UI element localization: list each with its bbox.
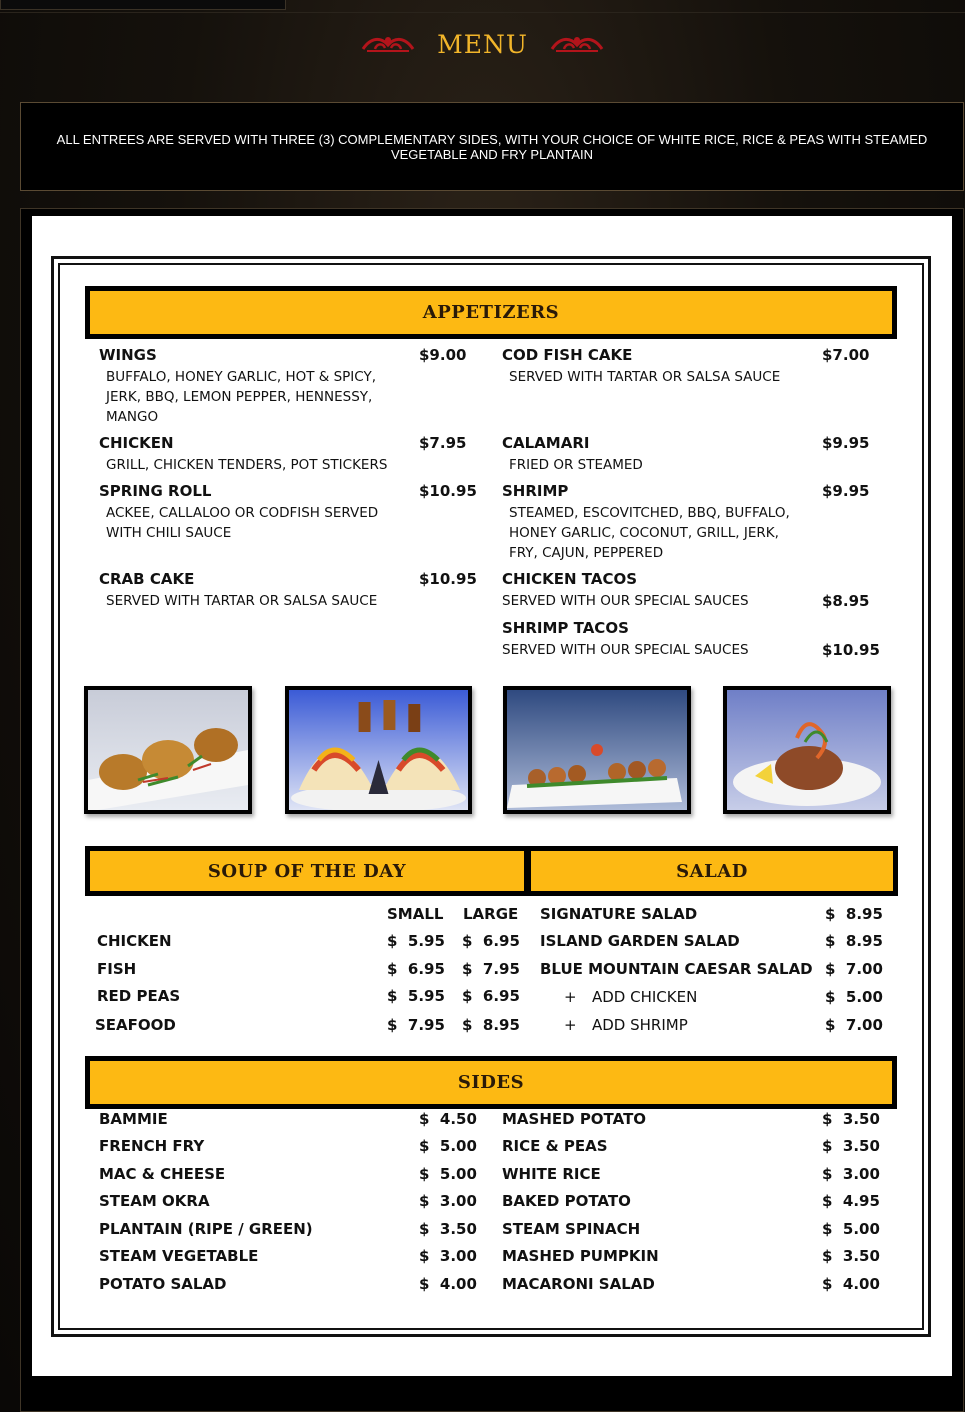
soup-item-name: CHICKEN [97, 932, 172, 950]
soup-col-large: LARGE [463, 905, 519, 923]
side-item-price: $ 3.00 [419, 1247, 477, 1265]
menu-item-desc: STEAMED, ESCOVITCHED, BBQ, BUFFALO, HONEY GARLIC, COCONUT, GRILL, JERK, FRY, CAJUN, PEPPERED [509, 505, 790, 561]
soup-item-small: $ 5.95 [387, 932, 445, 950]
appetizers-heading: APPETIZERS [90, 291, 892, 334]
menu-item-price: $7.00 [822, 346, 870, 364]
side-item-price: $ 3.50 [822, 1247, 880, 1265]
plus-icon: + [564, 1016, 577, 1034]
side-item-name: MAC & CHEESE [99, 1165, 226, 1183]
side-item-price: $ 3.50 [419, 1220, 477, 1238]
salad-addon-price: $ 7.00 [825, 1016, 883, 1034]
appetizers-heading-band [85, 286, 897, 339]
side-item-name: POTATO SALAD [99, 1275, 227, 1293]
menu-item-desc: BUFFALO, HONEY GARLIC, HOT & SPICY, JERK, BBQ, LEMON PEPPER, HENNESSY, MANGO [106, 369, 376, 425]
salad-item-name: SIGNATURE SALAD [540, 905, 698, 923]
side-item-price: $ 5.00 [419, 1137, 477, 1155]
ornament-swirl-icon [550, 31, 604, 57]
page-title: MENU [437, 29, 528, 59]
fried-wings-photo [84, 686, 252, 814]
menu-item-name: CHICKEN [99, 434, 174, 452]
menu-item-price: $9.00 [419, 346, 467, 364]
top-divider [0, 12, 965, 13]
side-item-name: FRENCH FRY [99, 1137, 205, 1155]
side-item-name: BAMMIE [99, 1110, 168, 1128]
salad-heading: SALAD [531, 851, 893, 891]
menu-item-name: CHICKEN TACOS [502, 570, 638, 588]
soup-item-name: FISH [97, 960, 137, 978]
menu-item-price: $8.95 [822, 592, 870, 610]
entree-notice [20, 102, 964, 191]
menu-item-price: $10.95 [419, 570, 477, 588]
side-item-price: $ 4.95 [822, 1192, 880, 1210]
soup-item-large: $ 6.95 [462, 987, 520, 1005]
side-item-name: MACARONI SALAD [502, 1275, 655, 1293]
side-item-name: BAKED POTATO [502, 1192, 631, 1210]
menu-header [0, 22, 965, 66]
side-item-price: $ 3.00 [419, 1192, 477, 1210]
side-item-name: MASHED POTATO [502, 1110, 647, 1128]
side-item-price: $ 5.00 [419, 1165, 477, 1183]
soup-item-name: SEAFOOD [95, 1016, 176, 1034]
side-item-name: STEAM VEGETABLE [99, 1247, 259, 1265]
side-item-name: STEAM OKRA [99, 1192, 210, 1210]
soup-heading-band [85, 846, 529, 896]
crab-cake-photo [723, 686, 891, 814]
top-nav-bar [0, 0, 286, 10]
soup-col-small: SMALL [387, 905, 444, 923]
side-item-price: $ 4.00 [419, 1275, 477, 1293]
side-item-price: $ 3.50 [822, 1110, 880, 1128]
side-item-price: $ 4.50 [419, 1110, 477, 1128]
menu-item-price: $10.95 [822, 641, 880, 659]
entree-notice-text: ALL ENTREES ARE SERVED WITH THREE (3) COMPLEMENTARY SIDES, WITH YOUR CHOICE OF WHITE RICE, RICE & PEAS WITH STEAMED VEGETABLE AND FRY PLANTAIN [56, 131, 928, 162]
menu-item-name: SPRING ROLL [99, 482, 212, 500]
salad-addon-price: $ 5.00 [825, 988, 883, 1006]
soup-item-large: $ 7.95 [462, 960, 520, 978]
menu-item-price: $9.95 [822, 482, 870, 500]
salad-addon-name: ADD SHRIMP [592, 1016, 688, 1034]
soup-item-small: $ 5.95 [387, 987, 445, 1005]
menu-item-desc: SERVED WITH OUR SPECIAL SAUCES [502, 642, 749, 658]
menu-item-desc: ACKEE, CALLALOO OR CODFISH SERVED WITH CHILI SAUCE [106, 505, 379, 541]
ornament-swirl-icon [361, 31, 415, 57]
side-item-name: WHITE RICE [502, 1165, 601, 1183]
soup-item-small: $ 6.95 [387, 960, 445, 978]
menu-item-desc: SERVED WITH TARTAR OR SALSA SAUCE [106, 593, 378, 609]
menu-item-desc: SERVED WITH OUR SPECIAL SAUCES [502, 593, 749, 609]
menu-item-name: SHRIMP TACOS [502, 619, 629, 637]
salad-addon-name: ADD CHICKEN [592, 988, 698, 1006]
shrimp-skewers-photo [503, 686, 691, 814]
menu-item-price: $10.95 [419, 482, 477, 500]
side-item-name: PLANTAIN (RIPE / GREEN) [99, 1220, 313, 1238]
menu-item-price: $9.95 [822, 434, 870, 452]
soup-heading: SOUP OF THE DAY [90, 851, 524, 891]
salad-item-price: $ 7.00 [825, 960, 883, 978]
menu-item-desc: GRILL, CHICKEN TENDERS, POT STICKERS [106, 457, 388, 473]
menu-item-name: WINGS [99, 346, 157, 364]
plus-icon: + [564, 988, 577, 1006]
soup-item-small: $ 7.95 [387, 1016, 445, 1034]
soup-item-large: $ 6.95 [462, 932, 520, 950]
menu-item-price: $7.95 [419, 434, 467, 452]
salad-item-name: ISLAND GARDEN SALAD [540, 932, 740, 950]
salad-item-price: $ 8.95 [825, 905, 883, 923]
soup-item-large: $ 8.95 [462, 1016, 520, 1034]
sides-heading-band [85, 1056, 897, 1109]
menu-item-name: COD FISH CAKE [502, 346, 633, 364]
side-item-price: $ 3.50 [822, 1137, 880, 1155]
salad-item-name: BLUE MOUNTAIN CAESAR SALAD [540, 960, 813, 978]
sides-heading: SIDES [90, 1061, 892, 1104]
menu-item-name: CALAMARI [502, 434, 590, 452]
side-item-name: RICE & PEAS [502, 1137, 608, 1155]
menu-item-desc: SERVED WITH TARTAR OR SALSA SAUCE [509, 369, 781, 385]
side-item-name: STEAM SPINACH [502, 1220, 641, 1238]
salad-item-price: $ 8.95 [825, 932, 883, 950]
soup-item-name: RED PEAS [97, 987, 181, 1005]
side-item-price: $ 5.00 [822, 1220, 880, 1238]
tacos-photo [285, 686, 472, 814]
salad-heading-band [526, 846, 898, 896]
menu-item-desc: FRIED OR STEAMED [509, 457, 643, 473]
menu-item-name: CRAB CAKE [99, 570, 195, 588]
menu-item-name: SHRIMP [502, 482, 569, 500]
side-item-price: $ 3.00 [822, 1165, 880, 1183]
side-item-price: $ 4.00 [822, 1275, 880, 1293]
side-item-name: MASHED PUMPKIN [502, 1247, 659, 1265]
